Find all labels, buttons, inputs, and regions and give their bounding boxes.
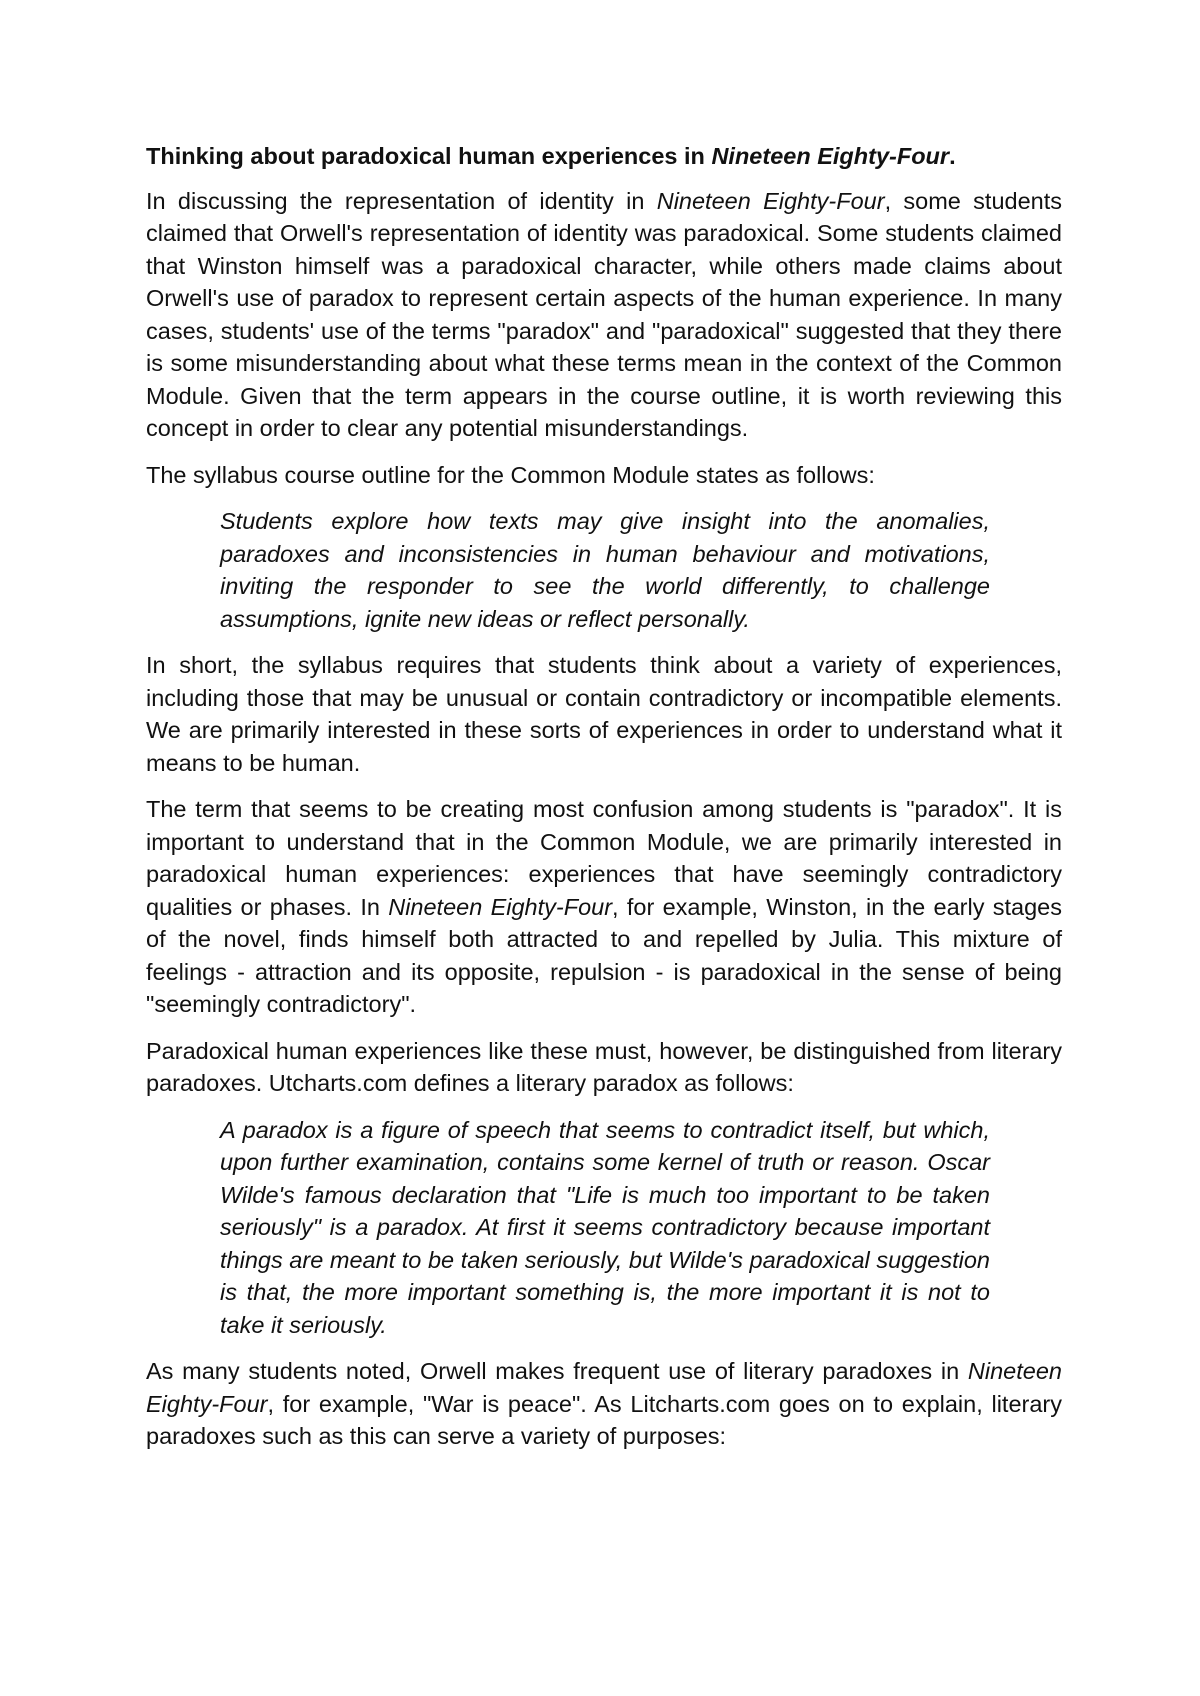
para6-text-a: As many students noted, Orwell makes frequent use of literary paradoxes in	[146, 1358, 968, 1384]
paragraph-orwell-paradoxes	[146, 1355, 1062, 1453]
para1-text-a: In discussing the representation of identity in	[146, 187, 657, 214]
title-end: .	[949, 143, 956, 169]
document-page	[146, 140, 1062, 1467]
para1-text-c: , some students claimed that Orwell's representation of identity was paradoxical. Some students claimed that Winston himself was a paradoxical character, while others made claims about Orwell's use of paradox to represent certain aspects of the human experience. In many cases, students' use of the terms "paradox" and "paradoxical" suggested that they there is some misunderstanding about what these terms mean in the context of the Common Module. Given that the term appears in the course outline, it is worth reviewing this concept in order to clear any potential misunderstandings.	[146, 187, 1063, 441]
document-title	[146, 140, 1062, 173]
syllabus-quote: Students explore how texts may give insight into the anomalies, paradoxes and inconsistencies in human behaviour and motivations, inviting the responder to see the world differently, to challenge assumptions, ignite new ideas or reflect personally.	[220, 508, 990, 632]
para6-book-name: Nineteen Eighty-Four	[146, 1358, 1062, 1417]
para4-text-a: The term that seems to be creating most confusion among students is "paradox". It is important to understand that in the Common Module, we are primarily interested in paradoxical human experiences: experiences that have seemingly contradictory qualities or phases. In	[146, 796, 1062, 920]
paragraph-syllabus: The syllabus course outline for the Common Module states as follows:	[146, 461, 875, 488]
paragraph-intro	[146, 185, 1062, 445]
paragraph-distinguish: Paradoxical human experiences like these must, however, be distinguished from literary paradoxes. Utcharts.com defines a literary paradox as follows:	[146, 1037, 1062, 1096]
paragraph-confusion	[146, 793, 1062, 1021]
para4-book-name: Nineteen Eighty-Four	[388, 893, 613, 920]
title-text: Thinking about paradoxical human experiences in	[146, 143, 712, 169]
para1-book-name: Nineteen Eighty-Four	[656, 187, 885, 214]
para4-text-c: , for example, Winston, in the early stages of the novel, finds himself both attracted to and repelled by Julia. This mixture of feelings - attraction and its opposite, repulsion - is paradoxical in the sense of being "seemingly contradictory".	[146, 893, 1062, 1017]
paradox-definition-quote: A paradox is a figure of speech that seems to contradict itself, but which, upon further examination, contains some kernel of truth or reason. Oscar Wilde's famous declaration that "Life is much too important to be taken seriously" is a paradox. At first it seems contradictory because important things are meant to be taken seriously, but Wilde's paradoxical suggestion is that, the more important something is, the more important it is not to take it seriously.	[220, 1116, 990, 1338]
title-book-name: Nineteen Eighty-Four	[711, 143, 950, 169]
paragraph-in-short: In short, the syllabus requires that students think about a variety of experiences, including those that may be unusual or contain contradictory or incompatible elements. We are primarily interested in these sorts of experiences in order to understand what it means to be human.	[146, 652, 1062, 776]
para6-text-c: , for example, "War is peace". As Litcharts.com goes on to explain, literary paradoxes such as this can serve a variety of purposes:	[146, 1390, 1062, 1449]
